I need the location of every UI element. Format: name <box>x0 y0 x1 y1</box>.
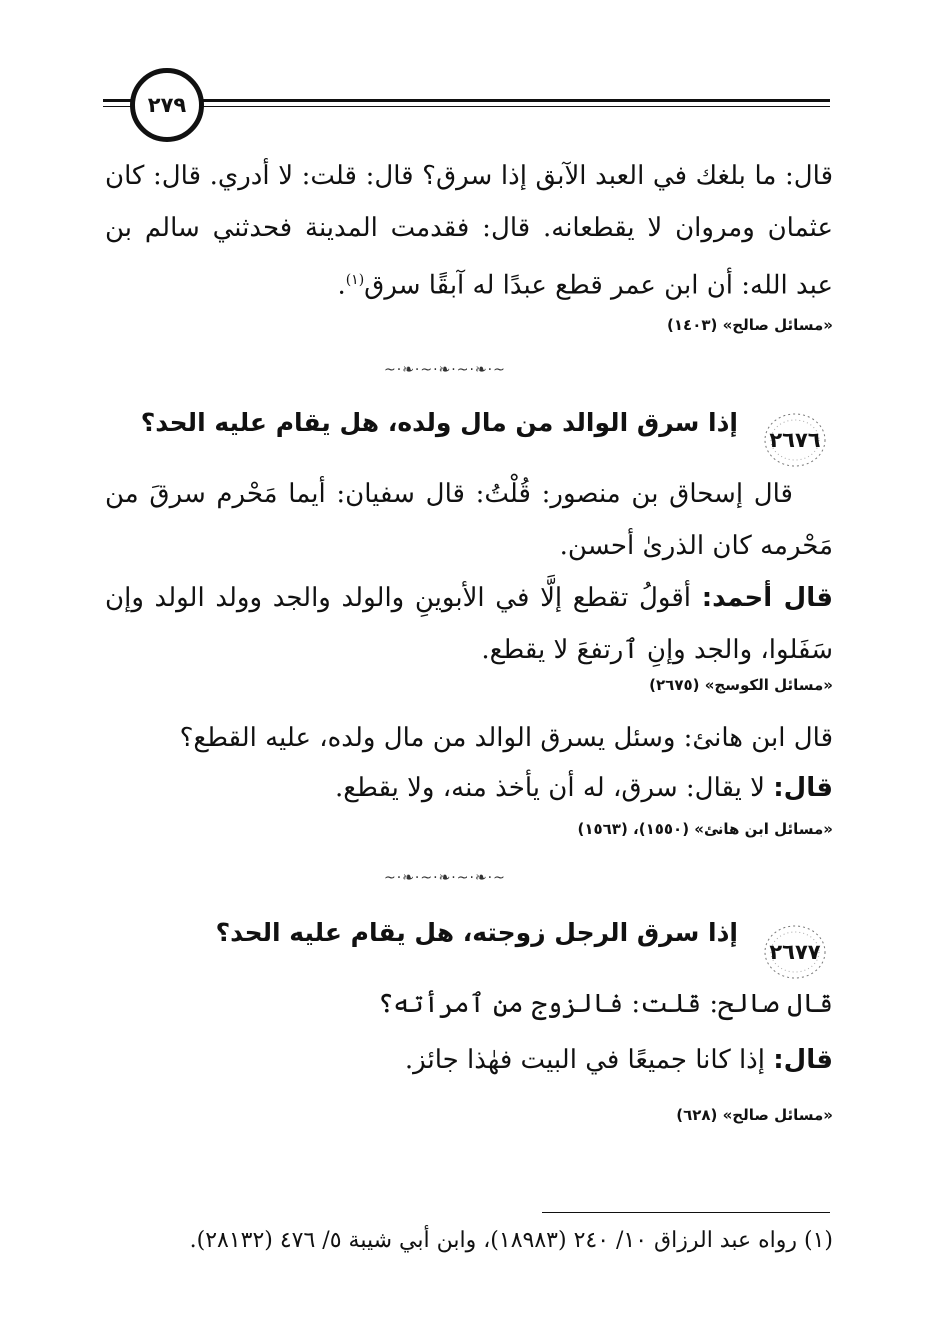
section-separator-2: ~·❧·~·❧·~·❧·~ <box>384 870 506 886</box>
source-citation-2: «مسائل الكوسج» (٢٦٧٥) <box>649 676 833 694</box>
question-title-2676: إذا سرق الوالد من مال ولده، هل يقام عليه الحد؟ <box>140 408 738 437</box>
footnote-marker[interactable]: (١) <box>345 272 365 288</box>
paragraph-1-end: . <box>337 270 346 301</box>
paragraph-2676-4: قال: لا يقال: سرق، له أن يأخذ منه، ولا يقطع. <box>335 773 833 803</box>
question-number: ٢٦٧٧ <box>769 940 821 964</box>
paragraph-2676-3: قال ابن هانئ: وسئل يسرق الوالد من مال ولده، عليه القطع؟ <box>179 723 833 753</box>
paragraph-2676-1: قال إسحاق بن منصور: قُلْتُ: قال سفيان: أيما مَحْرم سرقَ من مَحْرمه كان الذرىٰ أحسن. <box>105 479 833 561</box>
page-number-circle <box>130 68 204 142</box>
footnote-text: (١) رواه عبد الرزاق ١٠/ ٢٤٠ (١٨٩٨٣)، وابن أبي شيبة ٥/ ٤٧٦ (٢٨١٣٢). <box>189 1228 833 1253</box>
question-title-2677: إذا سرق الرجل زوجته، هل يقام عليه الحد؟ <box>215 918 738 947</box>
paragraph-2677-1: قال صالح: قلت: فالزوج من ٱمرأته؟ <box>378 989 833 1019</box>
speaker-label: قال أحمد: <box>701 583 833 613</box>
paragraph-1-text: قال: ما بلغك في العبد الآبق إذا سرق؟ قال: قلت: لا أدري. قال: كان عثمان ومروان لا يقطعانه. قال: فقدمت المدينة فحدثني سالم بن عبد الله: أن ابن عمر قطع عبدًا له آبقًا سرق <box>105 161 833 301</box>
question-number-badge-2676 <box>762 410 828 470</box>
header-rule-right-thin <box>198 106 830 107</box>
paragraph-2677-2: قال: إذا كانا جميعًا في البيت فهٰذا جائز. <box>404 1045 833 1075</box>
speaker-label: قال: <box>773 1045 833 1075</box>
paragraph-2676-2: قال أحمد: أقولُ تقطع إلَّا في الأبوينِ والولد والجد وولد الولد وإن سَفَلوا، والجد وإنِ ٱرتفعَ لا يقطع. <box>105 583 833 665</box>
source-citation-3: «مسائل ابن هانئ» (١٥٥٠)، (١٥٦٣) <box>577 820 833 838</box>
speaker-label: قال: <box>773 773 833 803</box>
question-number-badge-2677 <box>762 922 828 982</box>
page-number: ٢٧٩ <box>147 93 187 117</box>
header-rule-right <box>198 99 830 102</box>
source-citation-1: «مسائل صالح» (١٤٠٣) <box>667 316 833 334</box>
question-number: ٢٦٧٦ <box>769 428 821 452</box>
section-separator-1: ~·❧·~·❧·~·❧·~ <box>384 362 506 378</box>
paragraph-1 <box>105 150 833 312</box>
source-citation-4: «مسائل صالح» (٦٢٨) <box>676 1106 833 1124</box>
footnote-rule <box>542 1212 830 1213</box>
